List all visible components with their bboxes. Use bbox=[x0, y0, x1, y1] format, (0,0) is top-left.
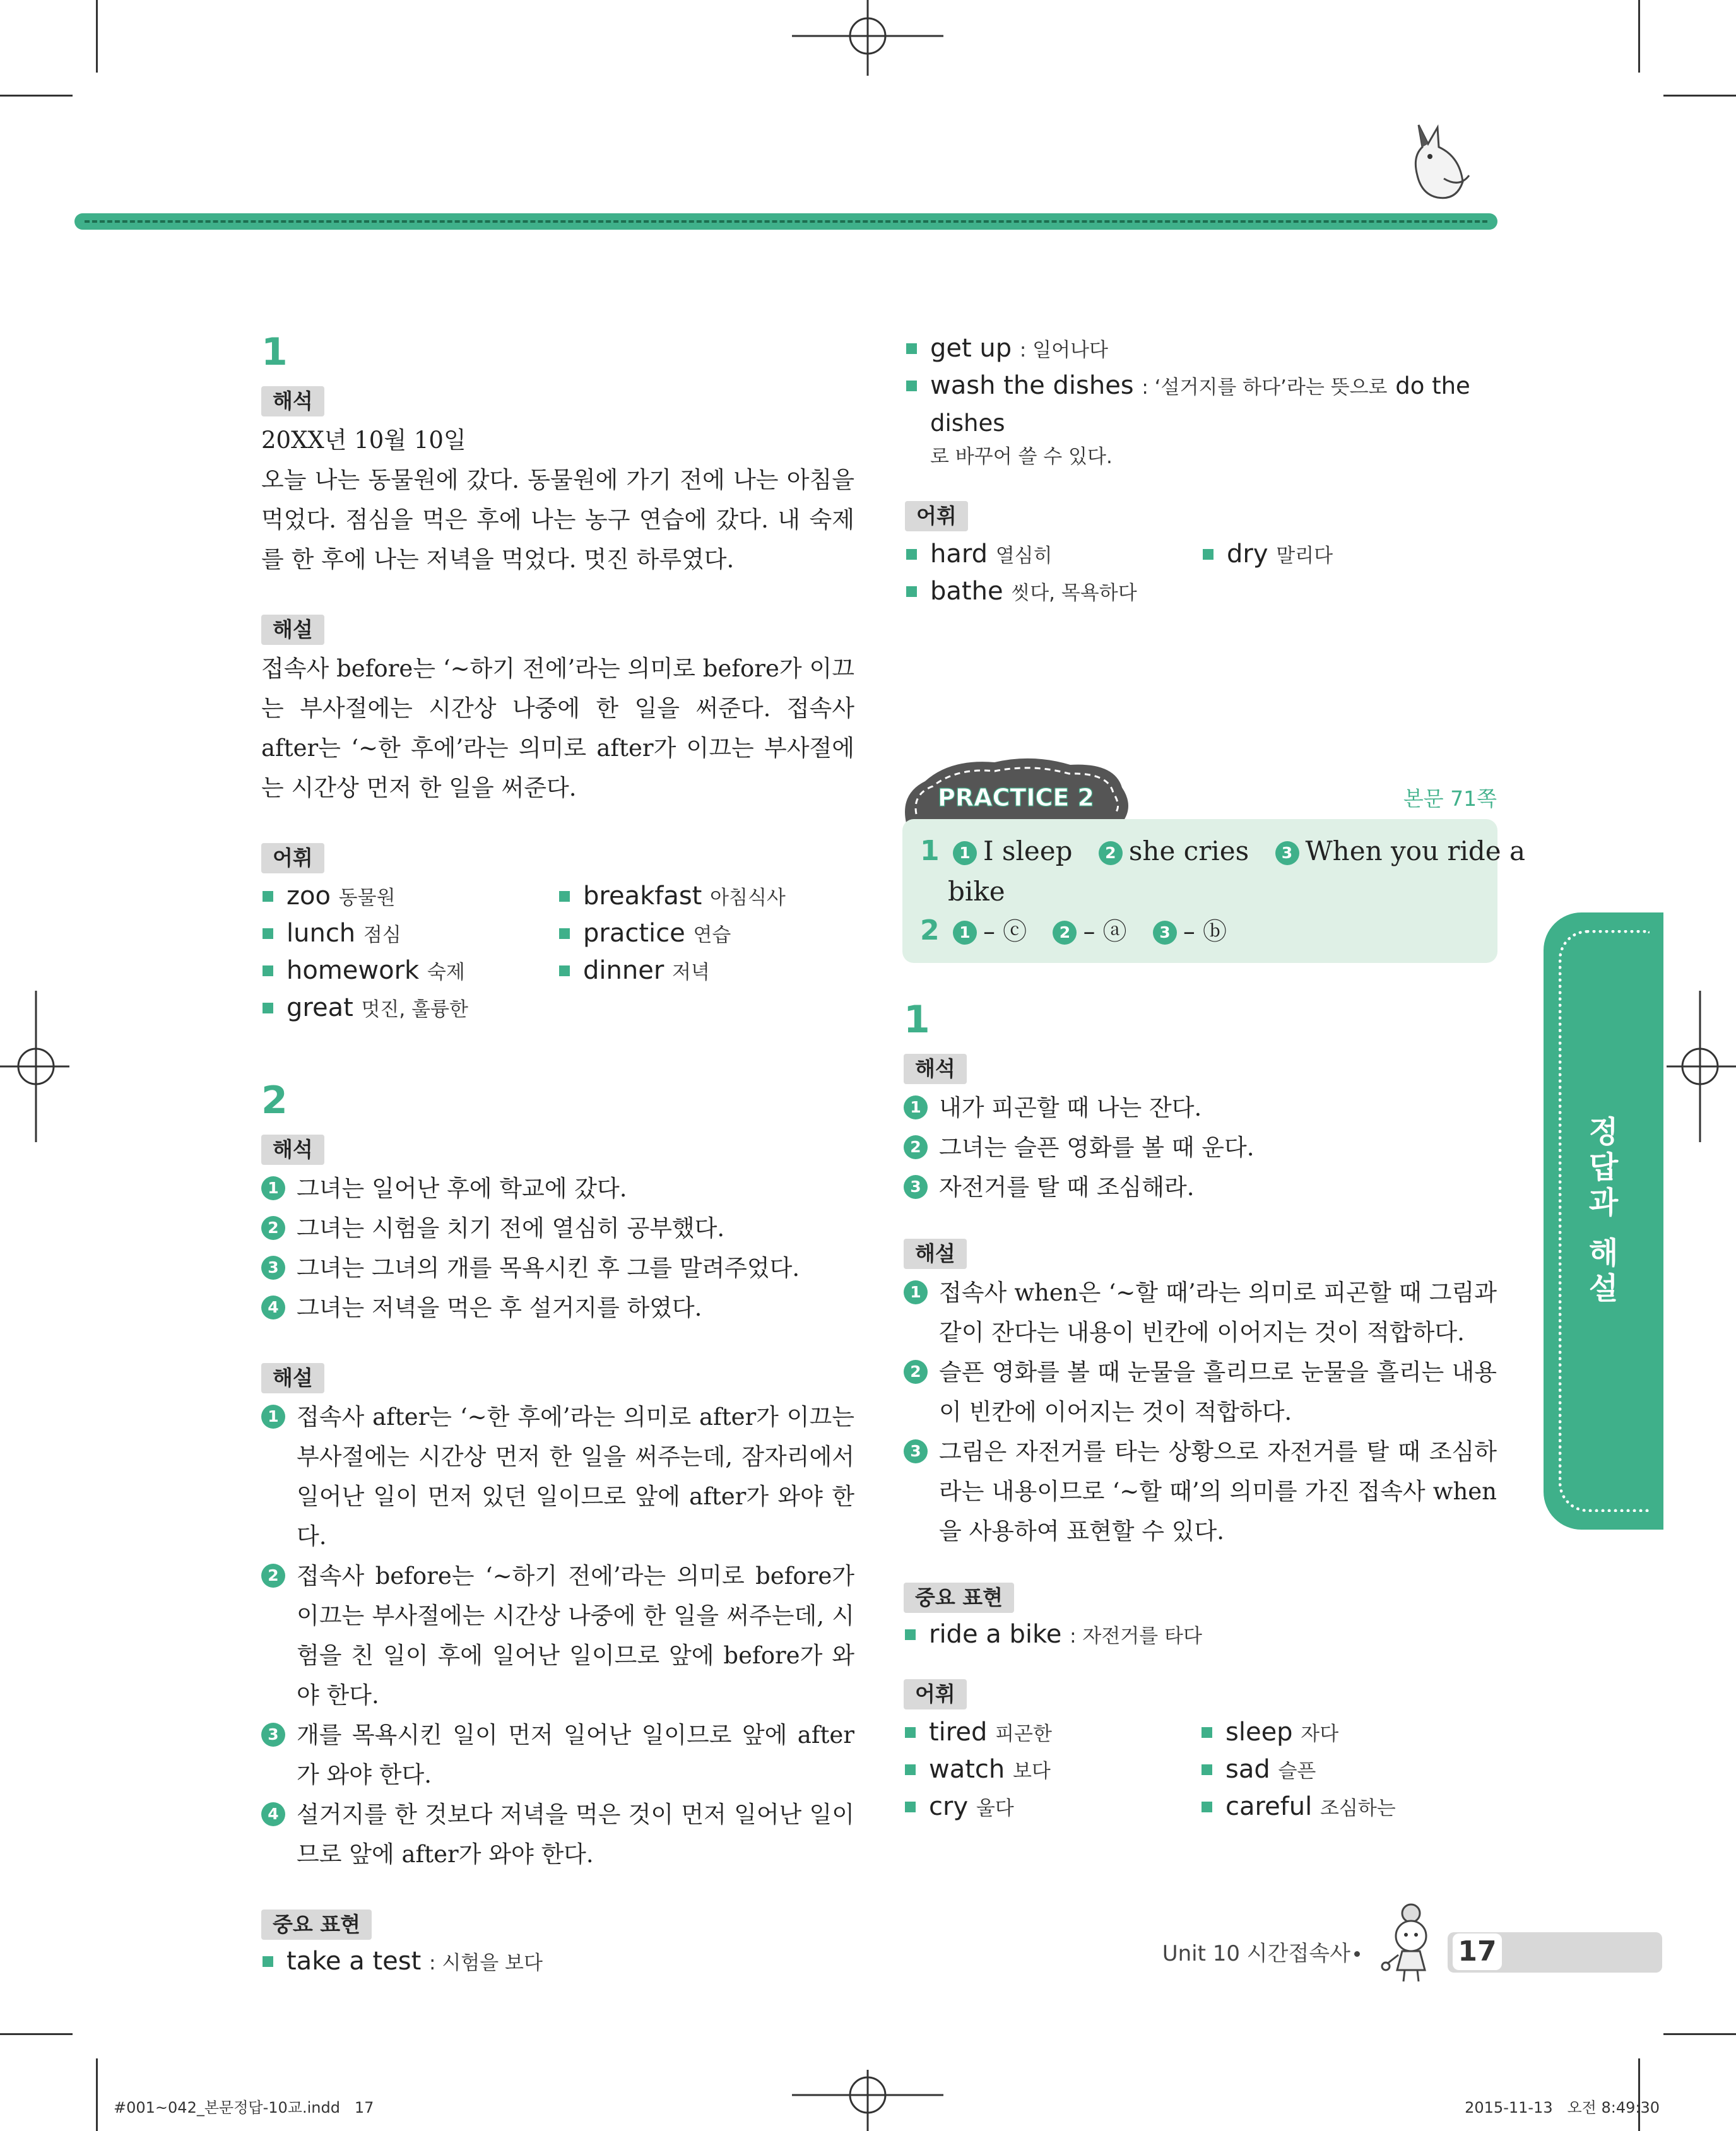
circled-number-icon: 3 bbox=[1153, 921, 1177, 945]
vocab-item: practice 연습 bbox=[558, 916, 854, 953]
translation-block bbox=[261, 420, 854, 579]
circled-number-icon: 3 bbox=[1275, 841, 1299, 865]
vocab-item: dinner 저녁 bbox=[558, 953, 854, 990]
key-expression-item: take a test : 시험을 보다 bbox=[261, 1944, 854, 1981]
vocab-item: breakfast 아침식사 bbox=[558, 878, 854, 916]
answer-box bbox=[902, 819, 1526, 963]
explanation-tag: 해설 bbox=[261, 615, 324, 645]
registration-mark bbox=[0, 991, 69, 1142]
circled-number-icon: 1 bbox=[953, 921, 977, 945]
vocab-list bbox=[904, 1715, 1497, 1826]
right-top-column bbox=[905, 331, 1498, 611]
circled-number-icon: 2 bbox=[1053, 921, 1077, 945]
registration-mark bbox=[792, 0, 943, 76]
unit-label: Unit 10 시간접속사 bbox=[1162, 1941, 1350, 1966]
translation-item: 2 그녀는 슬픈 영화를 볼 때 운다. bbox=[904, 1128, 1497, 1167]
registration-mark bbox=[1667, 991, 1736, 1142]
vocab-item: watch 보다 bbox=[904, 1752, 1200, 1789]
translation-list bbox=[261, 1169, 854, 1328]
vocab-item: homework 숙제 bbox=[261, 953, 558, 990]
crop-mark bbox=[96, 0, 98, 73]
translation-item: 3 그녀는 그녀의 개를 목욕시킨 후 그를 말려주었다. bbox=[261, 1248, 854, 1288]
explanation-item: 3 그림은 자전거를 타는 상황으로 자전거를 탈 때 조심하라는 내용이므로 ‘~할 때’의 의미를 가진 접속사 when을 사용하여 표현할 수 있다. bbox=[904, 1432, 1497, 1551]
translation-item: 3 자전거를 탈 때 조심해라. bbox=[904, 1167, 1497, 1207]
crop-mark bbox=[1638, 2058, 1640, 2131]
translation-item: 4 그녀는 저녁을 먹은 후 설거지를 하였다. bbox=[261, 1288, 854, 1328]
vocab-item: lunch 점심 bbox=[261, 916, 558, 953]
side-tab-char: 답 bbox=[1588, 1150, 1619, 1185]
circled-number-icon: 1 bbox=[261, 1405, 285, 1429]
circled-number-icon: 3 bbox=[261, 1256, 285, 1280]
practice-title: PRACTICE 2 bbox=[938, 784, 1094, 812]
crop-mark bbox=[1663, 2033, 1736, 2035]
explanation-text: 접속사 before는 ‘~하기 전에’라는 의미로 before가 이끄는 부사절에는 시간상 나중에 한 일을 써준다. 접속사 after는 ‘~한 후에’라는 의미로 after가 이끄는 부사절에는 시간상 먼저 한 일을 써준다. bbox=[261, 655, 854, 801]
left-column bbox=[261, 330, 854, 1981]
answer-line-1-cont: bike bbox=[948, 876, 1005, 907]
vocab-tag: 어휘 bbox=[261, 843, 324, 873]
vocab-list bbox=[261, 878, 854, 1027]
vocab-item: careful 조심하는 bbox=[1200, 1789, 1497, 1826]
registration-mark bbox=[792, 2070, 943, 2131]
vocab-item: hard 열심히 bbox=[905, 536, 1202, 574]
vocab-item: bathe 씻다, 목욕하다 bbox=[905, 574, 1202, 611]
circled-number-icon: 3 bbox=[904, 1439, 928, 1463]
vocab-item: zoo 동물원 bbox=[261, 878, 558, 916]
expression-item: get up : 일어나다 bbox=[905, 331, 1498, 368]
diary-date: 20XX년 10월 10일 bbox=[261, 427, 466, 454]
crop-mark bbox=[1663, 95, 1736, 97]
circled-number-icon: 1 bbox=[904, 1095, 928, 1119]
circled-number-icon: 2 bbox=[1099, 841, 1123, 865]
crop-mark bbox=[0, 2033, 73, 2035]
circled-number-icon: 2 bbox=[261, 1216, 285, 1240]
page-number: 17 bbox=[1453, 1933, 1502, 1970]
circled-number-icon: 2 bbox=[261, 1564, 285, 1588]
circled-number-icon: 4 bbox=[261, 1802, 285, 1826]
fox-illustration bbox=[1400, 119, 1475, 207]
question-number: 1 bbox=[904, 998, 930, 1042]
explanation-list bbox=[261, 1397, 854, 1874]
circled-number-icon: 3 bbox=[904, 1175, 928, 1199]
right-column bbox=[904, 998, 1497, 1826]
translation-tag: 해석 bbox=[261, 1135, 324, 1165]
side-tab-spacer bbox=[1544, 1220, 1663, 1236]
vocab-list bbox=[905, 536, 1498, 611]
side-tab-char: 과 bbox=[1588, 1185, 1619, 1220]
vocab-item: tired 피곤한 bbox=[904, 1715, 1200, 1752]
page-reference: 본문 71쪽 bbox=[1403, 786, 1497, 811]
translation-item: 1 내가 피곤할 때 나는 잔다. bbox=[904, 1088, 1497, 1128]
explanation-item: 3 개를 목욕시킨 일이 먼저 일어난 일이므로 앞에 after가 와야 한다. bbox=[261, 1715, 854, 1795]
side-tab-char: 설 bbox=[1588, 1271, 1619, 1306]
translation-text: 오늘 나는 동물원에 갔다. 동물원에 가기 전에 나는 아침을 먹었다. 점심을 먹은 후에 나는 농구 연습에 갔다. 내 숙제를 한 후에 나는 저녁을 먹었다. 멋진 하루였다. bbox=[261, 466, 854, 573]
bullet-dot-icon bbox=[1354, 1951, 1360, 1957]
translation-item: 1 그녀는 일어난 후에 학교에 갔다. bbox=[261, 1169, 854, 1208]
key-expression-item: ride a bike : 자전거를 타다 bbox=[904, 1617, 1497, 1654]
key-expression-tag: 중요 표현 bbox=[904, 1583, 1014, 1613]
explanation-item: 2 슬픈 영화를 볼 때 눈물을 흘리므로 눈물을 흘리는 내용이 빈칸에 이어지는 것이 적합하다. bbox=[904, 1352, 1497, 1432]
explanation-tag: 해설 bbox=[904, 1239, 967, 1269]
vocab-item: dry 말리다 bbox=[1202, 536, 1498, 574]
translation-tag: 해석 bbox=[904, 1054, 967, 1084]
circled-number-icon: 1 bbox=[261, 1176, 285, 1200]
circled-number-icon: 4 bbox=[261, 1296, 285, 1319]
explanation-item: 4 설거지를 한 것보다 저녁을 먹은 것이 먼저 일어난 일이므로 앞에 after가 와야 한다. bbox=[261, 1795, 854, 1874]
vocab-item: sad 슬픈 bbox=[1200, 1752, 1497, 1789]
crop-mark bbox=[1638, 0, 1640, 73]
side-tab-char: 정 bbox=[1588, 1114, 1619, 1150]
crop-mark bbox=[0, 95, 73, 97]
question-number: 2 bbox=[261, 1078, 288, 1123]
key-expression-list bbox=[261, 1944, 854, 1981]
expression-item: wash the dishes : ‘설거지를 하다’라는 뜻으로 do the dishes bbox=[905, 368, 1498, 441]
key-expression-tag: 중요 표현 bbox=[261, 1910, 372, 1940]
circled-number-icon: 1 bbox=[904, 1280, 928, 1304]
translation-item: 2 그녀는 시험을 치기 전에 열심히 공부했다. bbox=[261, 1208, 854, 1248]
explanation-item: 1 접속사 when은 ‘~할 때’라는 의미로 피곤할 때 그림과 같이 잔다는 내용이 빈칸에 이어지는 것이 적합하다. bbox=[904, 1273, 1497, 1352]
explanation-item: 1 접속사 after는 ‘~한 후에’라는 의미로 after가 이끄는 부사절에는 시간상 먼저 한 일을 써주는데, 잠자리에서 일어난 일이 먼저 있던 일이므로 앞에 after가 와야 한다. bbox=[261, 1397, 854, 1556]
expression-note: 로 바꾸어 쓸 수 있다. bbox=[930, 446, 1113, 468]
explanation-list bbox=[904, 1273, 1497, 1551]
girl-illustration bbox=[1381, 1901, 1441, 1983]
vocab-item: great 멋진, 훌륭한 bbox=[261, 990, 558, 1027]
print-timestamp: 2015-11-13 오전 8:49:30 bbox=[1465, 2099, 1660, 2116]
file-info: #001~042_본문정답-10교.indd 17 bbox=[114, 2099, 374, 2116]
crop-mark bbox=[96, 2058, 98, 2131]
circled-number-icon: 2 bbox=[904, 1360, 928, 1384]
explanation-item: 2 접속사 before는 ‘~하기 전에’라는 의미로 before가 이끄는 부사절에는 시간상 나중에 한 일을 써주는데, 시험을 친 일이 후에 일어난 일이므로 앞에 before가 와야 한다. bbox=[261, 1556, 854, 1715]
vocab-item: sleep 자다 bbox=[1200, 1715, 1497, 1752]
question-number: 1 bbox=[261, 330, 288, 374]
answer-line-2: 2 1 – ⓒ 2 – ⓐ 3 – ⓑ bbox=[920, 914, 1227, 947]
header-dashed-bar bbox=[74, 213, 1497, 230]
vocab-tag: 어휘 bbox=[905, 501, 968, 531]
side-tab-char: 해 bbox=[1588, 1236, 1619, 1271]
circled-number-icon: 1 bbox=[953, 841, 977, 865]
section-side-tab bbox=[1544, 912, 1663, 1530]
explanation-tag: 해설 bbox=[261, 1363, 324, 1393]
vocab-item: cry 울다 bbox=[904, 1789, 1200, 1826]
circled-number-icon: 3 bbox=[261, 1723, 285, 1747]
key-expression-list bbox=[904, 1617, 1497, 1654]
translation-list bbox=[904, 1088, 1497, 1207]
answer-line-1: 1 1 I sleep 2 she cries 3 When you ride a bbox=[920, 835, 1526, 867]
circled-number-icon: 2 bbox=[904, 1135, 928, 1159]
translation-tag: 해석 bbox=[261, 386, 324, 416]
vocab-tag: 어휘 bbox=[904, 1679, 967, 1709]
